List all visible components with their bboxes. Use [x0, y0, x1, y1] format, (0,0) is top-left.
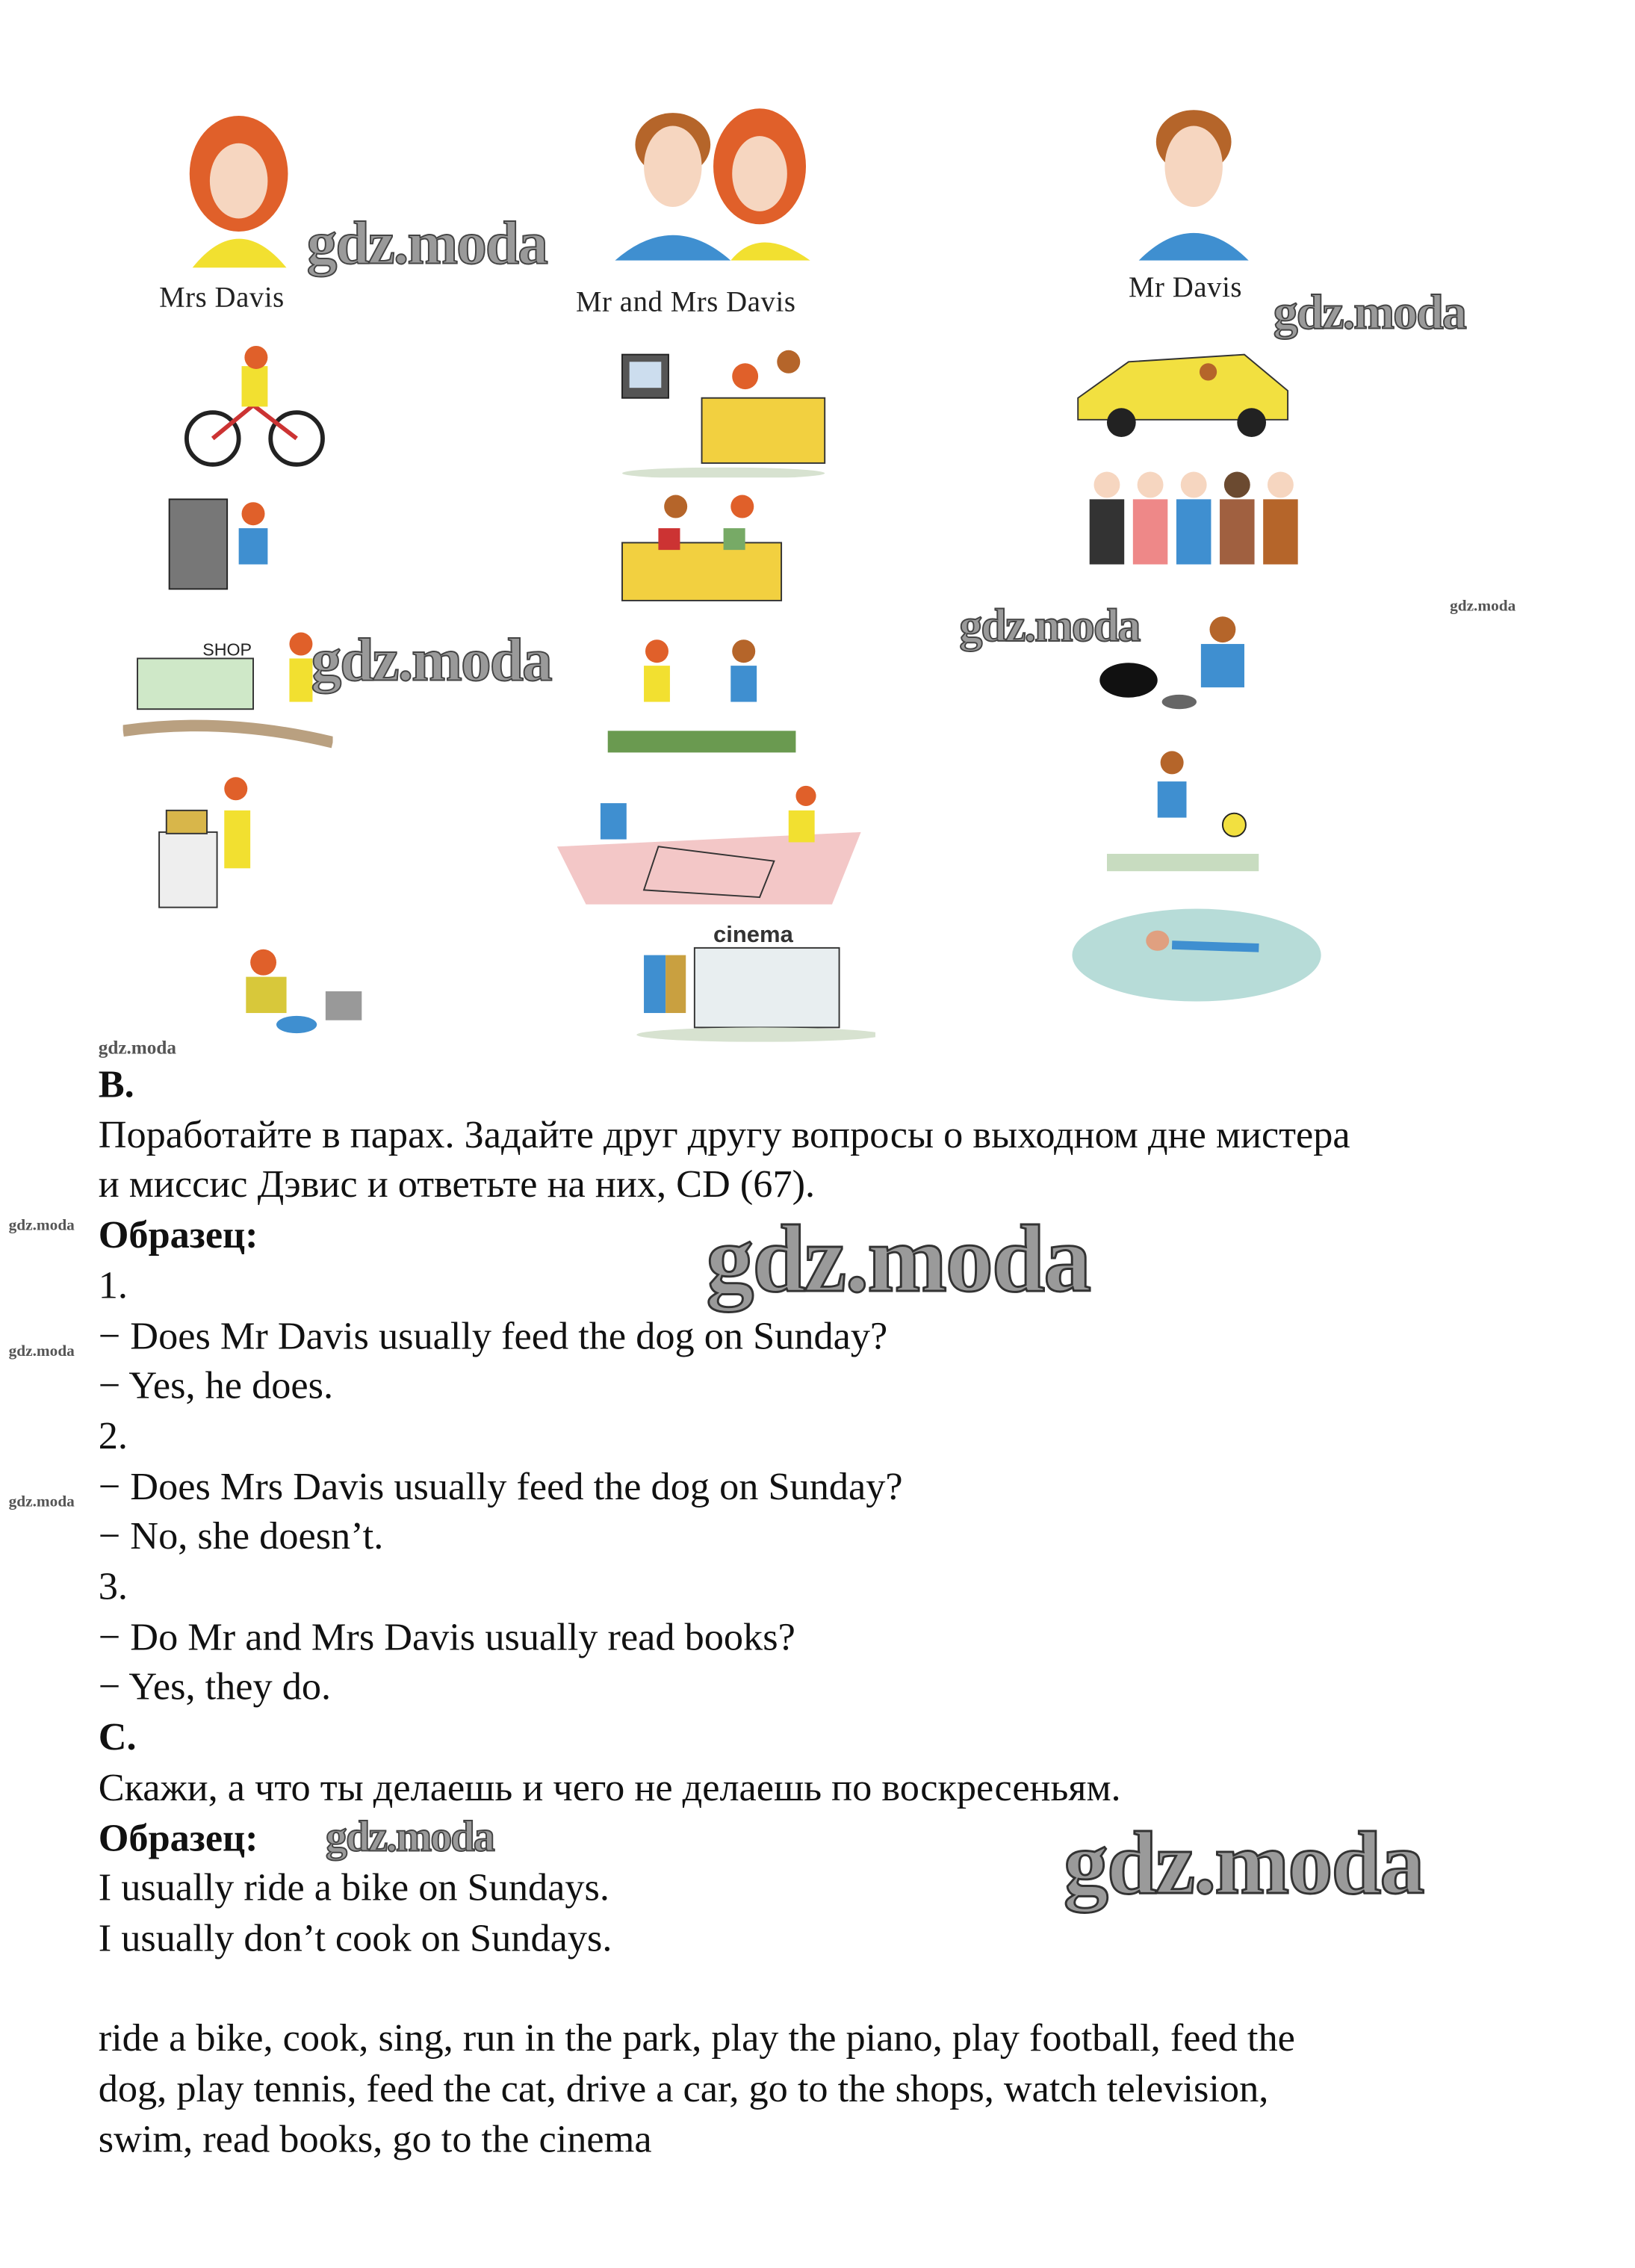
example-sentence: I usually ride a bike on Sundays.: [98, 1865, 609, 1909]
cooking-picture: [152, 767, 260, 912]
caption-mr-and-mrs-davis: Mr and Mrs Davis: [576, 286, 796, 319]
sample-label: Образец:: [98, 1212, 258, 1257]
watermark: gdz.moda: [8, 1342, 75, 1360]
driving-car-picture: [1071, 340, 1324, 441]
watermark: gdz.moda: [306, 211, 547, 278]
section-b-heading: B.: [98, 1062, 134, 1106]
blank-line: [99, 1963, 108, 2013]
swimming-picture: [1071, 905, 1324, 1006]
feeding-cat-picture: [217, 941, 369, 1042]
example-sentence: I usually don’t cook on Sundays.: [98, 1915, 612, 1959]
word-list-line: dog, play tennis, feed the cat, drive a car, go to the shops, watch television,: [98, 2066, 1269, 2110]
item-number: 1.: [98, 1262, 128, 1307]
cinema-sign: cinema: [713, 921, 793, 948]
exercise-text: [99, 1059, 1560, 2164]
section-c-instruction: Скажи, а что ты делаешь и чего не делаешь по воскресеньям.: [98, 1765, 1121, 1809]
answer: − Yes, they do.: [98, 1664, 332, 1708]
shop-sign: SHOP: [202, 639, 252, 660]
mrs-davis-portrait: [185, 108, 294, 267]
going-to-shops-picture: [123, 615, 333, 752]
sample-label: Образец:: [98, 1815, 258, 1859]
playing-piano-picture: [167, 492, 282, 594]
answer: − Yes, he does.: [98, 1363, 334, 1407]
reading-books-picture: [615, 485, 788, 615]
watermark: gdz.moda: [325, 1813, 494, 1862]
going-to-cinema-picture: [630, 919, 875, 1042]
question: − Do Mr and Mrs Davis usually read books?: [98, 1614, 795, 1658]
question: − Does Mr Davis usually feed the dog on Sunday?: [98, 1313, 888, 1357]
question: − Does Mrs Davis usually feed the dog on Sunday?: [98, 1463, 903, 1508]
caption-mr-davis: Mr Davis: [1129, 272, 1243, 304]
watermark: gdz.moda: [1063, 1815, 1424, 1913]
word-list-line: swim, read books, go to the cinema: [98, 2116, 652, 2160]
watching-television-picture: [615, 340, 832, 477]
watermark: gdz.moda: [98, 1036, 176, 1059]
watermark: gdz.moda: [1450, 598, 1516, 616]
word-list-line: ride a bike, cook, sing, run in the park, play the piano, play football, feed the: [98, 2016, 1295, 2060]
watermark: gdz.moda: [959, 599, 1140, 651]
section-b-instruction: Поработайте в парах. Задайте друг другу вопросы о выходном дне мистера: [98, 1112, 1350, 1156]
running-in-park-picture: [608, 630, 796, 760]
riding-bike-picture: [181, 340, 326, 470]
watermark: gdz.moda: [311, 628, 551, 695]
watermark: gdz.moda: [8, 1493, 75, 1511]
item-number: 2.: [98, 1413, 128, 1457]
mr-and-mrs-davis-portrait: [608, 102, 818, 261]
watermark: gdz.moda: [8, 1217, 75, 1235]
singing-picture: [1078, 456, 1309, 564]
section-b-instruction: и миссис Дэвис и ответьте на них, CD (67).: [98, 1162, 816, 1206]
answer: − No, she doesn’t.: [98, 1513, 384, 1558]
caption-mrs-davis: Mrs Davis: [159, 282, 285, 315]
watermark: gdz.moda: [1273, 286, 1465, 341]
watermark: gdz.moda: [706, 1206, 1090, 1313]
section-c-heading: C.: [98, 1714, 137, 1759]
item-number: 3.: [98, 1564, 128, 1608]
mr-davis-portrait: [1136, 102, 1252, 261]
playing-tennis-picture: [557, 774, 861, 904]
playing-football-picture: [1107, 746, 1259, 876]
